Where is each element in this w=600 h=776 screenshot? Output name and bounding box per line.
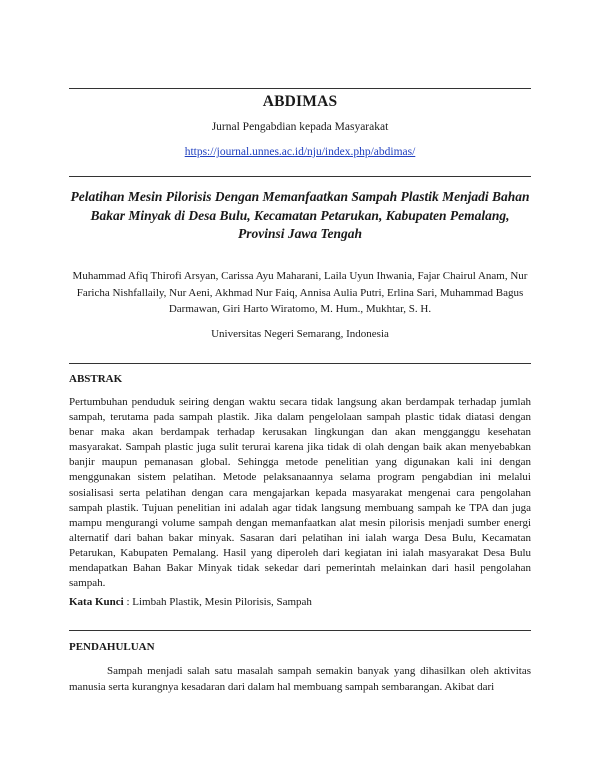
- keywords-value: : Limbah Plastik, Mesin Pilorisis, Sampah: [123, 596, 312, 608]
- journal-url-link[interactable]: https://journal.unnes.ac.id/nju/index.php/abdimas/: [184, 146, 416, 158]
- abstract-text: Pertumbuhan penduduk seiring dengan waktu secara tidak langsung akan berdampak terhadap jumlah sampah, terutama pada sampah plastik. Jika dalam pengelolaan sampah plastic tidak diatasi dengan benar maka akan berdampak terhadap kerusakan lingkungan dan akan mengganggu kesehatan masyarakat. Sampah plastic juga sulit terurai karena jika tidak di olah dengan baik akan menyebabkan banjir maupun pemanasan global. Sehingga metode penelitian yang digunakan kali ini dengan menggunakan sistem pelatihan. Metode pelaksanaannya selama program pengabdian ini melalui sosialisasi serta pelatihan dengan cara mengajarkan kepada masyarakat mengenai cara pengolahan sampah plastik. Tujuan penelitian ini adalah agar tidak langsung membuang sampah ke TPA dan juga mampu mengurangi volume sampah dengan memanfaatkan alat mesin pilorisis menjadi sumber energi alternatif dari bahan bakar minyak. Sasaran dari pelatihan ini ialah warga Desa Bulu, Kecamatan Petarukan, Kabupaten Pemalang. Hasil yang diperoleh dari kegiatan ini ialah masyarakat Desa Bulu mendapatkan Bahan Bakar Minyak tidak sekedar dari pemerintah melainkan dari hasil pengolahan sampah.: [69, 396, 531, 590]
- affiliation: Universitas Negeri Semarang, Indonesia: [211, 328, 389, 340]
- keywords-label: Kata Kunci: [69, 596, 124, 608]
- abstract-heading: ABSTRAK: [69, 373, 123, 385]
- intro-heading: PENDAHULUAN: [69, 641, 155, 653]
- paper-title: Pelatihan Mesin Pilorisis Dengan Memanfaatkan Sampah Plastik Menjadi Bahan Bakar Minyak di Desa Bulu, Kecamatan Petarukan, Kabupaten Pemalang, Provinsi Jawa Tengah: [70, 189, 530, 241]
- abstract-top-rule: [69, 363, 531, 364]
- keywords-line: [69, 596, 531, 608]
- author-list: Muhammad Afiq Thirofi Arsyan, Carissa Ayu Maharani, Laila Uyun Ihwania, Fajar Chairul Anam, Nur Faricha Nishfallaily, Nur Aeni, Akhmad Nur Faiq, Annisa Aulia Putri, Erlina Sari, Muhammad Bagus Darmawan, Giri Harto Wiratomo, M. Hum., Mukhtar, S. H.: [72, 270, 528, 315]
- journal-name: ABDIMAS: [262, 93, 338, 110]
- journal-subtitle: Jurnal Pengabdian kepada Masyarakat: [211, 121, 389, 133]
- intro-text: Sampah menjadi salah satu masalah sampah semakin banyak yang dihasilkan oleh aktivitas manusia serta kurangnya kesadaran dari dalam hal membuang sampah sembarangan. Akibat dari: [69, 665, 531, 693]
- header-bottom-rule: [69, 176, 531, 177]
- top-rule: [69, 88, 531, 89]
- intro-top-rule: [69, 630, 531, 631]
